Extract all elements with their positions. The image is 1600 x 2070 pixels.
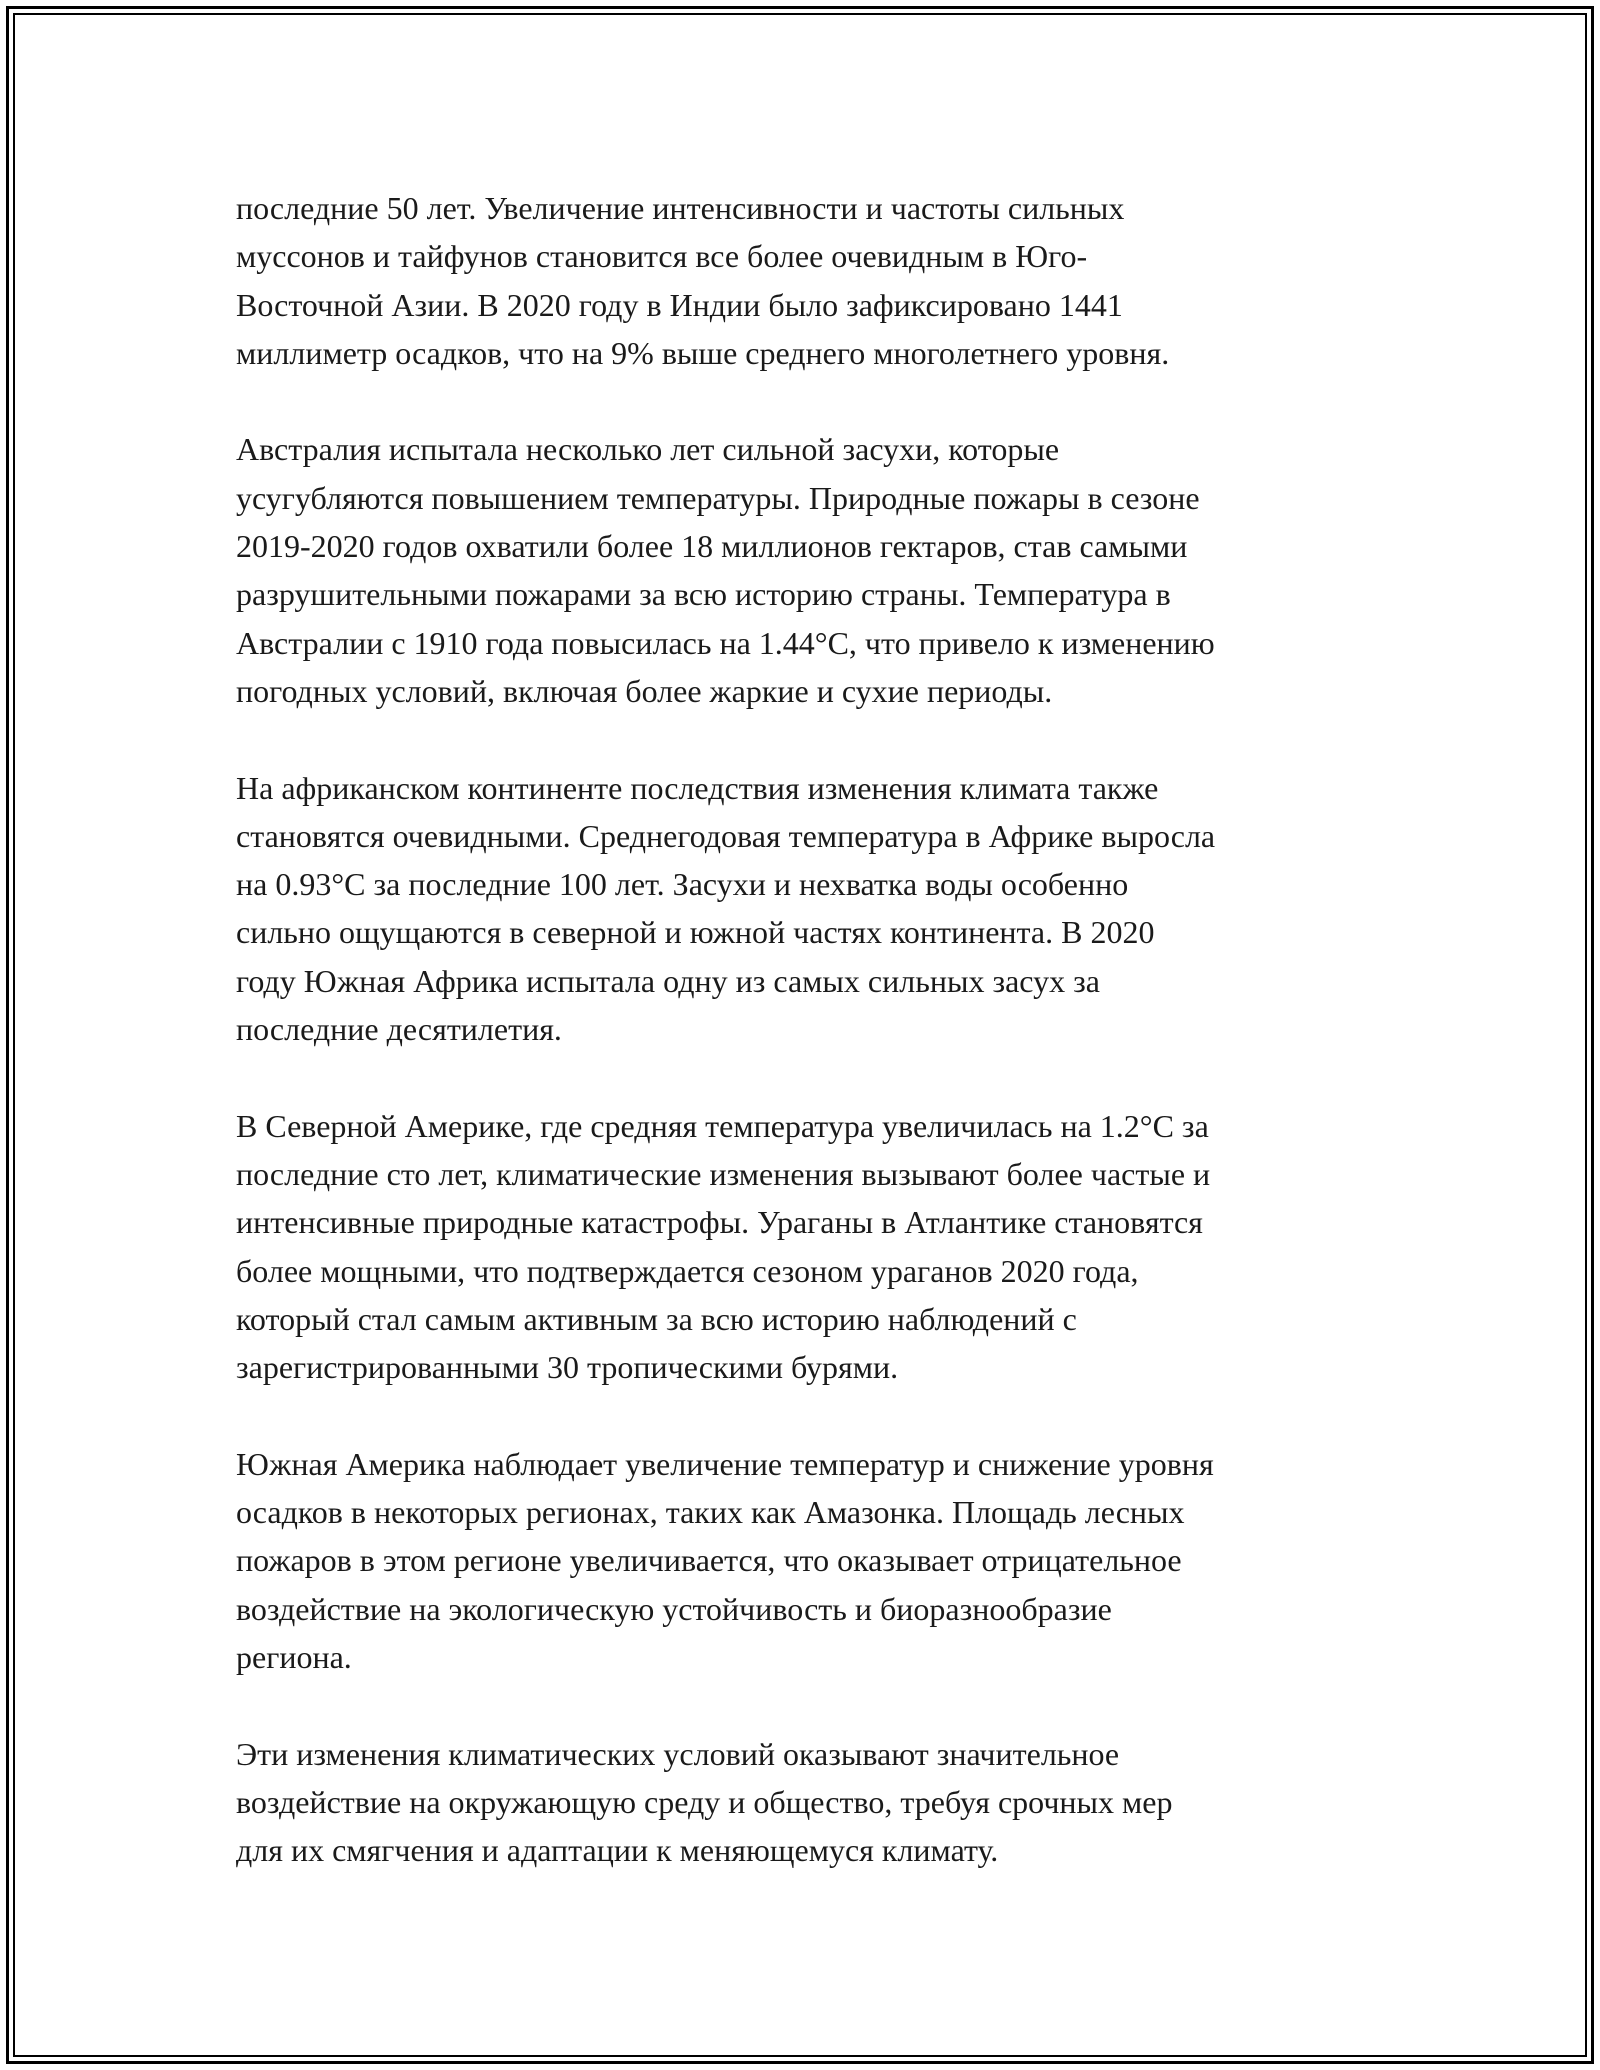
text-line: на 0.93°C за последние 100 лет. Засухи и нехватка воды особенно <box>236 866 1129 903</box>
text-line: разрушительными пожарами за всю историю страны. Температура в <box>236 576 1171 613</box>
text-line: для их смягчения и адаптации к меняющемуся климату. <box>236 1832 999 1869</box>
paragraph-conclusion <box>236 1730 1376 1875</box>
paragraph-south-america <box>236 1440 1376 1681</box>
text-line: Южная Америка наблюдает увеличение температур и снижение уровня <box>236 1445 1214 1482</box>
paragraph-australia <box>236 425 1376 715</box>
text-line: году Южная Африка испытала одну из самых сильных засух за <box>236 962 1100 999</box>
text-line: осадков в некоторых регионах, таких как Амазонка. Площадь лесных <box>236 1494 1185 1531</box>
text-line: погодных условий, включая более жаркие и сухие периоды. <box>236 672 1053 709</box>
text-line: зарегистрированными 30 тропическими бурями. <box>236 1349 899 1386</box>
text-line: становятся очевидными. Среднегодовая температура в Африке выросла <box>236 817 1216 854</box>
paragraph-africa <box>236 764 1376 1054</box>
text-line: Австралия испытала несколько лет сильной засухи, которые <box>236 431 1060 468</box>
text-line: Эти изменения климатических условий оказывают значительное <box>236 1735 1120 1772</box>
document-body <box>236 184 1376 1923</box>
text-line: последние сто лет, климатические изменения вызывают более частые и <box>236 1155 1211 1192</box>
text-line: миллиметр осадков, что на 9% выше среднего многолетнего уровня. <box>236 334 1170 371</box>
text-line: который стал самым активным за всю историю наблюдений с <box>236 1300 1077 1337</box>
text-line: Восточной Азии. В 2020 году в Индии было зафиксировано 1441 <box>236 286 1123 323</box>
text-line: пожаров в этом регионе увеличивается, что оказывает отрицательное <box>236 1542 1182 1579</box>
text-line: интенсивные природные катастрофы. Ураганы в Атлантике становятся <box>236 1204 1203 1241</box>
text-line: сильно ощущаются в северной и южной частях континента. В 2020 <box>236 914 1155 951</box>
text-line: последние 50 лет. Увеличение интенсивности и частоты сильных <box>236 190 1125 226</box>
text-line: В Северной Америке, где средняя температура увеличилась на 1.2°C за <box>236 1107 1209 1144</box>
text-line: последние десятилетия. <box>236 1011 562 1048</box>
text-line: 2019-2020 годов охватили более 18 миллионов гектаров, став самыми <box>236 528 1188 565</box>
text-line: воздействие на экологическую устойчивость и биоразнообразие <box>236 1590 1112 1627</box>
text-line: воздействие на окружающую среду и общество, требуя срочных мер <box>236 1783 1173 1820</box>
text-line: муссонов и тайфунов становится все более очевидным в Юго- <box>236 238 1088 275</box>
text-line: усугубляются повышением температуры. Природные пожары в сезоне <box>236 479 1200 516</box>
text-line: Австралии с 1910 года повысилась на 1.44°C, что привело к изменению <box>236 624 1215 661</box>
text-line: На африканском континенте последствия изменения климата также <box>236 769 1159 806</box>
text-line: региона. <box>236 1638 352 1675</box>
paragraph-asia <box>236 184 1376 377</box>
text-line: более мощными, что подтверждается сезоном ураганов 2020 года, <box>236 1252 1139 1289</box>
paragraph-north-america <box>236 1102 1376 1392</box>
